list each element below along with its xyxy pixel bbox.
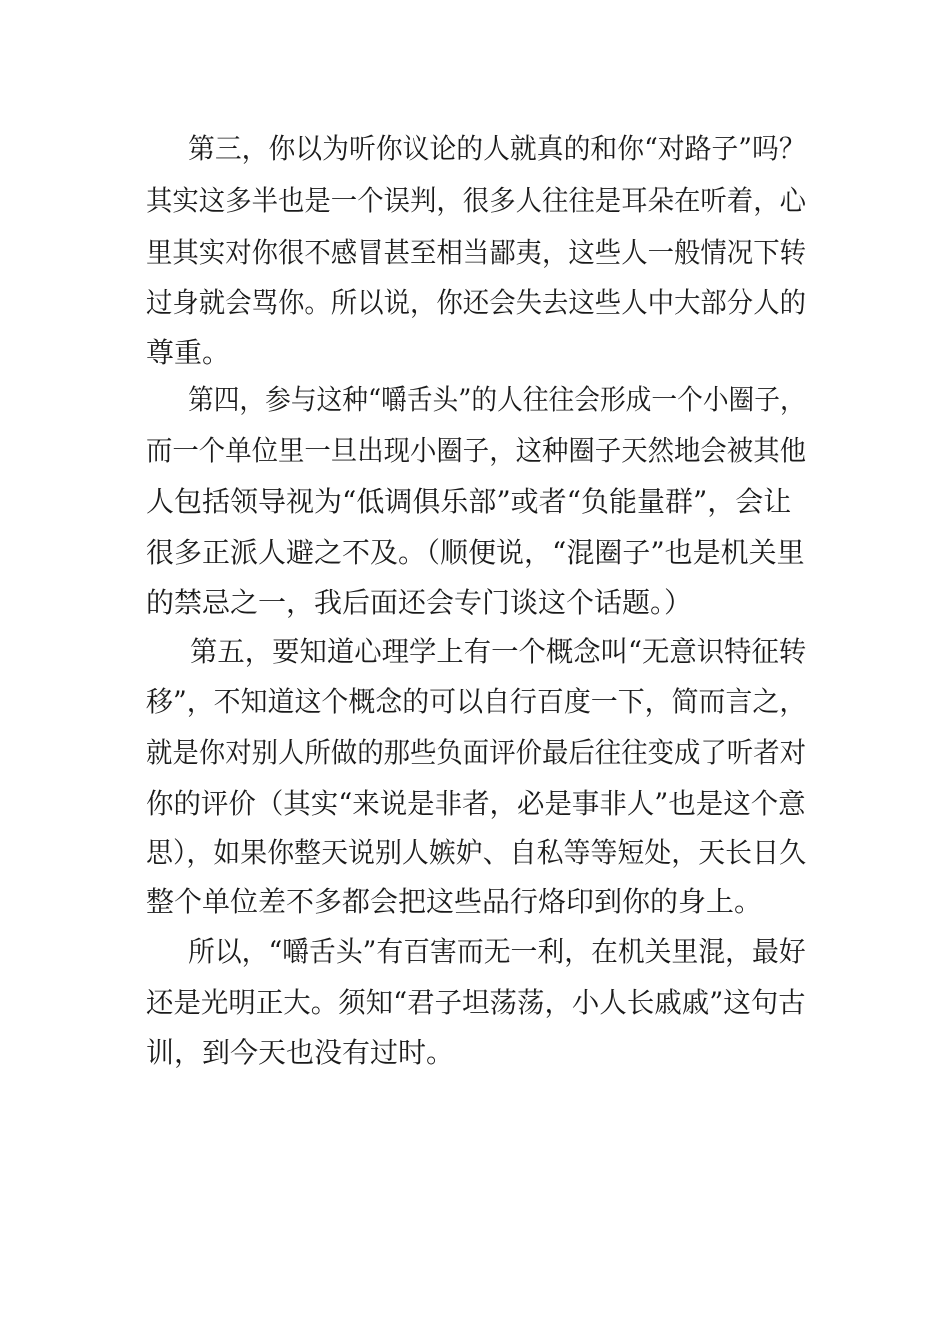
paragraph-5-line-1: 第五，要知道心理学上有一个概念叫“无意识特征转 (190, 635, 807, 668)
paragraph-3-line-5: 尊重。 (146, 336, 231, 369)
paragraph-4-line-3: 人包括领导视为“低调俱乐部”或者“负能量群”，会让 (146, 485, 792, 518)
paragraph-6-line-2: 还是光明正大。须知“君子坦荡荡，小人长戚戚”这句古 (146, 986, 806, 1019)
paragraph-4-line-4: 很多正派人避之不及。（顺便说，“混圈子”也是机关里 (146, 536, 805, 569)
paragraph-3-line-1: 第三，你以为听你议论的人就真的和你“对路子”吗？ (188, 132, 806, 165)
paragraph-5-line-6: 整个单位差不多都会把这些品行烙印到你的身上。 (146, 885, 763, 918)
paragraph-5-line-3: 就是你对别人所做的那些负面评价最后往往变成了听者对 (146, 736, 807, 769)
paragraph-4-line-1: 第四，参与这种“嚼舌头”的人往往会形成一个小圈子， (188, 383, 806, 416)
paragraph-5-line-5: 思），如果你整天说别人嫉妒、自私等等短处，天长日久 (146, 836, 807, 869)
paragraph-3-line-2: 其实这多半也是一个误判，很多人往往是耳朵在听着，心 (146, 184, 807, 217)
paragraph-3-line-3: 里其实对你很不感冒甚至相当鄙夷，这些人一般情况下转 (146, 236, 807, 269)
paragraph-6-line-1: 所以，“嚼舌头”有百害而无一利，在机关里混，最好 (188, 935, 806, 968)
paragraph-3-line-4: 过身就会骂你。所以说，你还会失去这些人中大部分人的 (146, 286, 807, 319)
paragraph-4-line-5: 的禁忌之一，我后面还会专门谈这个话题。） (146, 586, 693, 619)
paragraph-4-line-2: 而一个单位里一旦出现小圈子，这种圈子天然地会被其他 (146, 434, 807, 467)
paragraph-5-line-4: 你的评价（其实“来说是非者，必是事非人”也是这个意 (146, 787, 806, 820)
paragraph-6-line-3: 训，到今天也没有过时。 (146, 1036, 455, 1069)
paragraph-5-line-2: 移”，不知道这个概念的可以自行百度一下，简而言之， (146, 685, 807, 718)
